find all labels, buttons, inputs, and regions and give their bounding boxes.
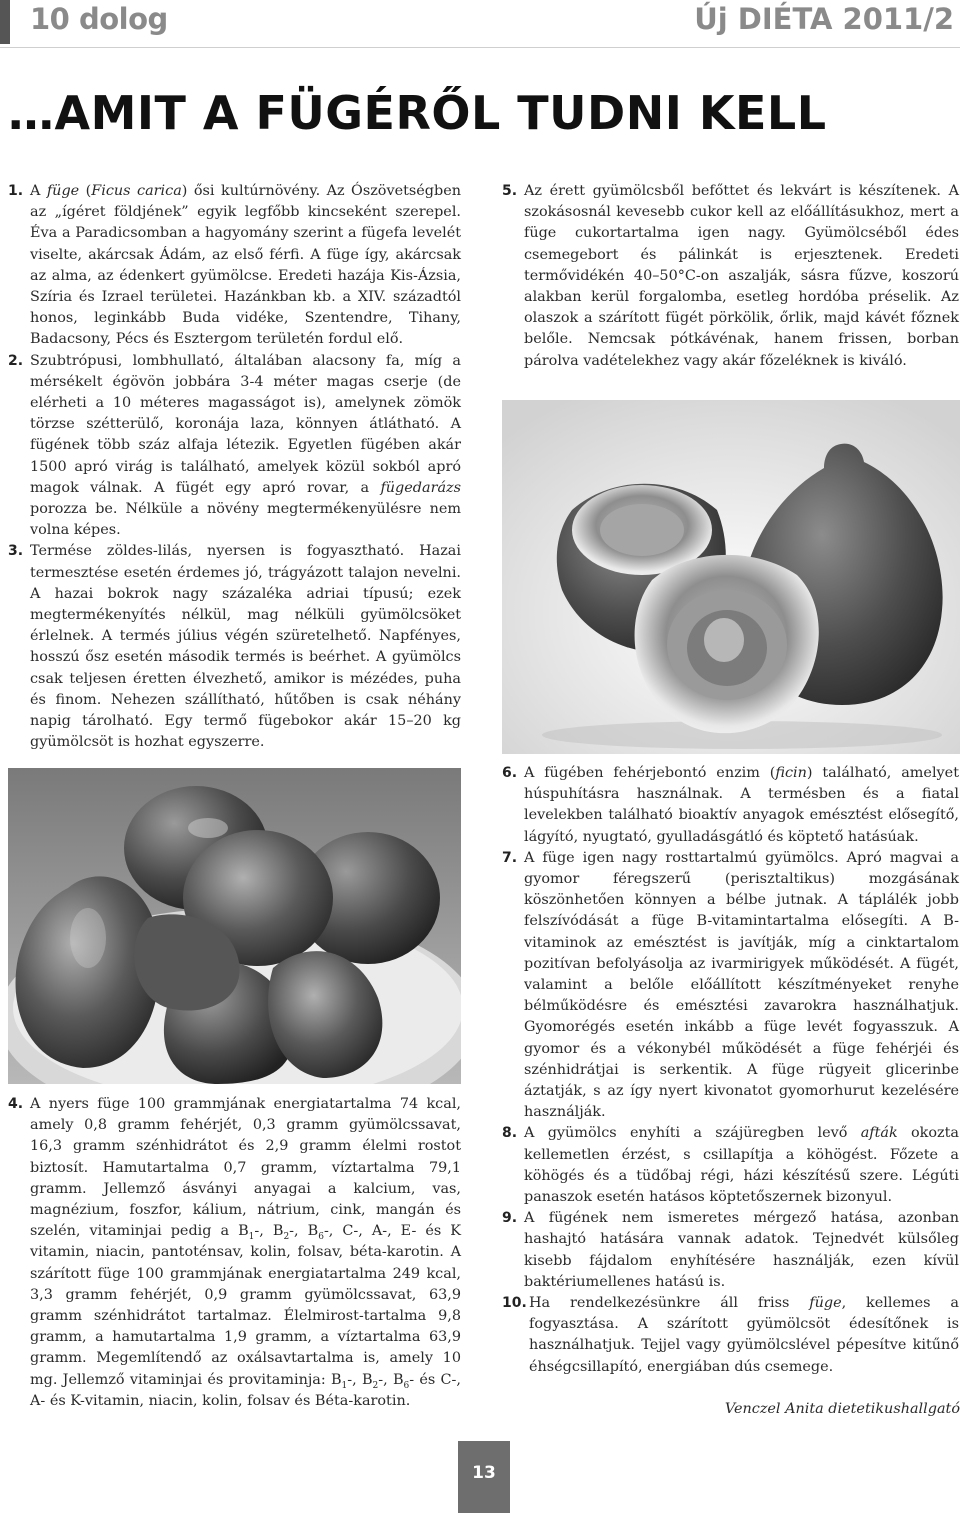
fig-bowl-illustration: [8, 768, 461, 1084]
item-number: 2.: [8, 352, 24, 369]
photo-fig-halved: [502, 400, 960, 754]
item-number: 5.: [502, 183, 518, 199]
left-column-bottom: [8, 1094, 461, 1412]
page-number-box: [458, 1441, 510, 1513]
list-item-6: 6. A fügében fehérjebontó enzim (ficin) található, amelyet húspuhításra használnak. A termésben és a fiatal levelekben található bioaktív anyagok emésztést elősegítő, lágyító, nyugtató, gyulladásgátló és köptető hatásúak.: [502, 763, 959, 848]
list-item-4: 4. A nyers füge 100 grammjának energiatartalma 74 kcal, amely 0,8 gramm fehérjét, 0,3 gramm gyümölcssavat, 16,3 gramm szénhidrátot és 2,9 gramm élelmi rostot biztosít. Hamutartalma 0,7 gramm, víztartalma 79,1 gramm. Jellemző ásványi anyagai a kalcium, vas, magnézium, foszfor, kálium, nátrium, cink, mangán és szelén, vitaminjai pedig a $B_1-$, $B_2-$, $B_6-$, C-, A-, E- és K vitamin, niacin, pantoténsav, kolin, folsav, béta-karotin. A szárított füge 100 grammjának energiatartalma 249 kcal, 3,3 gramm fehérjét, 0,9 gramm gyümölcssavat, 63,9 gramm szénhidrátot tartalmaz. Élelmirost-tartalma 9,8 gramm, a hamutartalma 1,9 gramm, a víztartalma 63,9 gramm. Megemlítendő az oxálsavtartalma is, amely 10 mg. Jellemző vitaminjai és provitaminja: $B_1-$, $B_2-$, $B_6-$ és C-, A- és K-vitamin, niacin, kolin, folsav és Béta-karotin.: [8, 1094, 461, 1412]
item-number: 6.: [502, 765, 518, 781]
item-number: 4.: [8, 1096, 24, 1112]
header-rule: [0, 47, 960, 48]
item-number: 8.: [502, 1125, 518, 1142]
magazine-issue: Új DIÉTA 2011/2: [694, 2, 954, 36]
page-number: 13: [472, 1463, 496, 1483]
item-number: 1.: [8, 183, 24, 199]
list-item-3: 3. Termése zöldes-lilás, nyersen is fogyasztható. Hazai termesztése esetén érdemes jó, trágyázott talajon nevelni. A hazai bokrok nagy százaléka adriai típusú; ezek megtermékenyítés nélkül, mag nélküli gyümölcsöket érlelnek. A termés július végén szüretelhető. Napfényes, hosszú ősz esetén második termés is beérhet. A gyümölcs csak teljesen éretten élvezhető, amikor is mézédes, puha és finom. Nehezen szállítható, hűtőben is csak néhány napig tárolható. Egy termő fügebokor akár 15–20 kg gyümölcsöt is hozhat egyszerre.: [8, 541, 461, 753]
list-item-2: 2. Szubtrópusi, lombhullató, általában alacsony fa, míg a mérsékelt égövön jobbára 3-4 méter magas cserje (de elérheti a 10 méteres magasságot is), amelynek zömök törzse szétterülő, koronája laza, könnyen átlátható. A fügének több száz alfaja létezik. Egyetlen fügében akár 1500 apró virág is található, amelyek közül sokból apró magok válnak. A fügét egy apró rovar, a fügedarázs porozza be. Nélküle a növény megtermékenyülésre nem volna képes.: [8, 351, 461, 542]
item-number: 7.: [502, 849, 518, 866]
section-label: 10 dolog: [30, 2, 168, 36]
author-signature: Venczel Anita dietetikushallgató: [724, 1401, 960, 1417]
item-number: 3.: [8, 543, 24, 560]
fig-halved-illustration: [502, 400, 960, 754]
list-item-10: 10. Ha rendelkezésünkre áll friss füge, kellemes a fogyasztása. A szárított gyümölcsöt édesítőnek is használhatjuk. Tejjel vagy gyümölcslével pépesítve kitűnő éhségcsillapító, energiában dús csemege.: [502, 1293, 959, 1378]
header-accent-bar: [0, 0, 10, 44]
right-column-top: [502, 181, 959, 372]
list-item-5: 5. Az érett gyümölcsből befőttet és lekvárt is készítenek. A szokásosnál kevesebb cukor kell az előállításukhoz, mert a füge cukortartalma igen nagy. Gyümölcséből édes csemegebort és pálinkát is erjesztenek. Eredeti termővidékén 40–50°C-on aszalják, sásra fűzve, koszorú alakban kerül forgalomba, esetleg hordóba préselik. Az olaszok a szárított fügét pörkölik, őrlik, majd kávét főznek belőle. Nemcsak pótkávénak, hanem frissen, borban párolva vadételekhez vagy akár főzeléknek is kiváló.: [502, 181, 959, 372]
item-number: 10.: [502, 1295, 527, 1312]
item-number: 9.: [502, 1210, 518, 1227]
article-title: …AMIT A FÜGÉRŐL TUDNI KELL: [8, 86, 827, 140]
list-item-9: 9. A fügének nem ismeretes mérgező hatása, azonban hashajtó hatására vannak adatok. Tejnedvét külsőleg kisebb fájdalom enyhítésére használják, ezen kívül baktériumellenes hatású is.: [502, 1208, 959, 1293]
left-column-top: [8, 181, 461, 753]
list-item-1: 1. A füge (Ficus carica) ősi kultúrnövény. Az Ószövetségben az „ígéret földjének” egyik legfőbb kincseként szerepel. Éva a Paradicsomban a hagyomány szerint a fügefa levelét viselte, akárcsak Ádám, az első férfi. A füge így, akárcsak az alma, az édenkert gyümölcse. Eredeti hazája Kis-Ázsia, Szíria és Izrael területei. Hazánkban kb. a XIV. századtól honos, leginkább Buda vidéke, Szentendre, Tihany, Badacsony, Pécs és Esztergom területén fordul elő.: [8, 181, 461, 351]
right-column-bottom: [502, 763, 959, 1378]
list-item-7: 7. A füge igen nagy rosttartalmú gyümölcs. Apró magvai a gyomor féregszerű (perisztaltikus) mozgásának köszönhetően könnyen a bélbe jutnak. A táplálék jobb felszívódását a füge B-vitamintartalma elősegíti. A B-vitaminok az emésztést is javítják, míg a cinktartalom pozitívan befolyásolja az ivarmirigyek működését. A fügét, valamint a belőle előállított készítményeket renyhe bélműködésre és emésztési zavarokra használhatjuk. Gyomorégés esetén inkább a füge levét fogyasszuk. A gyomor és a vékonybél működését a füge fehérjéi és szénhidrátjai is serkentik. A füge rügyeit glicerinbe áztatják, s az így nyert kivonatot gyomorhurut kezelésére használják.: [502, 848, 959, 1124]
photo-fig-bowl: [8, 768, 461, 1084]
list-item-8: 8. A gyümölcs enyhíti a szájüregben levő afták okozta kellemetlen érzést, s csillapítja a köhögést. Főzete a köhögés és a tüdőbaj régi, házi készítésű szere. Légúti panaszok esetén hatásos köptetőszernek bizonyul.: [502, 1123, 959, 1208]
